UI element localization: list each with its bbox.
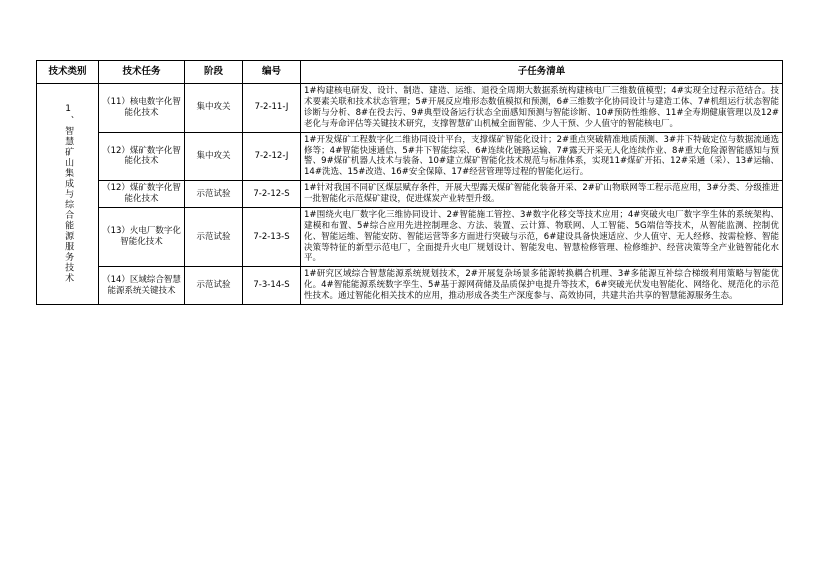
header-task: 技术任务: [99, 61, 185, 84]
header-code: 编号: [243, 61, 301, 84]
table-header-row: [37, 61, 783, 84]
task-subtasks: 1#开发煤矿工程数字化二维协同设计平台，支撑煤矿智能化设计；2#重点突破精准地质预测、3#井下特破定位与数据流通选修等；4#智能快速通信、5#井下智能综采、6#连续化链路运输、7#露天开采无人化连续作业、8#重大危险源智能感知与预警、9#煤矿机器人技术与装备、10#建立煤矿智能化技术规范与标准体系，实现11#煤矿开拓、12#采通（采）、13#运输、14#洗选、15#改造、16#安全保障、17#经营管理等过程的智能化运行。: [301, 132, 783, 181]
table-row: [37, 84, 783, 133]
table-row: [37, 267, 783, 305]
task-code: 7-2-11-J: [243, 84, 301, 133]
task-name: （14）区域综合智慧能源系统关键技术: [99, 267, 185, 305]
table-row: [37, 132, 783, 181]
task-subtasks: 1#针对我国不同矿区煤层赋存条件，开展大型露天煤矿智能化装备开采、2#矿山物联网等工程示范应用，3#分类、分级推进一批智能化示范煤矿建设，促进煤炭产业转型升级。: [301, 181, 783, 208]
task-subtasks: 1#围绕火电厂数字化三维协同设计、2#智能施工管控、3#数字化移交等技术应用；4#突破火电厂数字孪生体的系统架构、建模和布置、5#综合应用先进控制理念、方法、装置、云计算、物联网、人工智能、5G端信等技术，从智能监测、控制优化、智能运维、智能安防、智能运营等多方面进行突破与示范，6#建设具备快速适应、少人值守、无人经修、按需检修、智能决策等特征的新型示范电厂，全面提升火电厂规划设计、智能发电、智慧检修管理、检修维护、经营决策等全产业链智能化水平。: [301, 207, 783, 266]
header-stage: 阶段: [185, 61, 243, 84]
task-stage: 示范试验: [185, 267, 243, 305]
category-label: 1、智慧矿山集成与综合能源服务技术: [63, 104, 74, 284]
task-name: （12）煤矿数字化智能化技术: [99, 132, 185, 181]
task-stage: 集中攻关: [185, 84, 243, 133]
table-row: [37, 207, 783, 266]
task-stage: 示范试验: [185, 181, 243, 208]
task-code: 7-2-12-S: [243, 181, 301, 208]
task-stage: 示范试验: [185, 207, 243, 266]
header-subtasks: 子任务清单: [301, 61, 783, 84]
task-code: 7-2-12-J: [243, 132, 301, 181]
header-category: 技术类别: [37, 61, 99, 84]
task-name: （13）火电厂数字化智能化技术: [99, 207, 185, 266]
category-cell: [37, 84, 99, 305]
technology-task-table: [36, 60, 783, 305]
task-name: （11）核电数字化智能化技术: [99, 84, 185, 133]
task-code: 7-3-14-S: [243, 267, 301, 305]
task-stage: 集中攻关: [185, 132, 243, 181]
task-code: 7-2-13-S: [243, 207, 301, 266]
task-subtasks: 1#研究区域综合智慧能源系统规划技术，2#开展复杂场景多能源转换耦合机理、3#多能源互补综合梯级利用策略与智能优化。4#智能能源系统数字孪生、5#基于源网荷储及品质保护电提升等技术，6#突破光伏发电智能化、网络化、规范化的示范性技术。通过智能化相关技术的应用，推动形成各类生产深度参与、高效协同，共建共治共享的智慧能源服务生态。: [301, 267, 783, 305]
task-subtasks: 1#构建核电研发、设计、制造、建造、运维、退役全周期大数据系统构建核电厂三维数值模型；4#实现全过程示范结合。技术要素关联和技术状态管理；5#开展反应堆形态数值模拟和预测，6#三维数字化协同设计与建造工体、7#机组运行状态智能诊断与分析、8#在役去污、9#典型设备运行状态全面感知预测与智能诊断、10#预防性维修、11#全寿期健康管理以及12#老化与寿命评估等关键技术研究，支撑智慧矿山机械全面智能、少人干预、少人值守的智能核电厂。: [301, 84, 783, 133]
table-row: [37, 181, 783, 208]
task-name: （12）煤矿数字化智能化技术: [99, 181, 185, 208]
